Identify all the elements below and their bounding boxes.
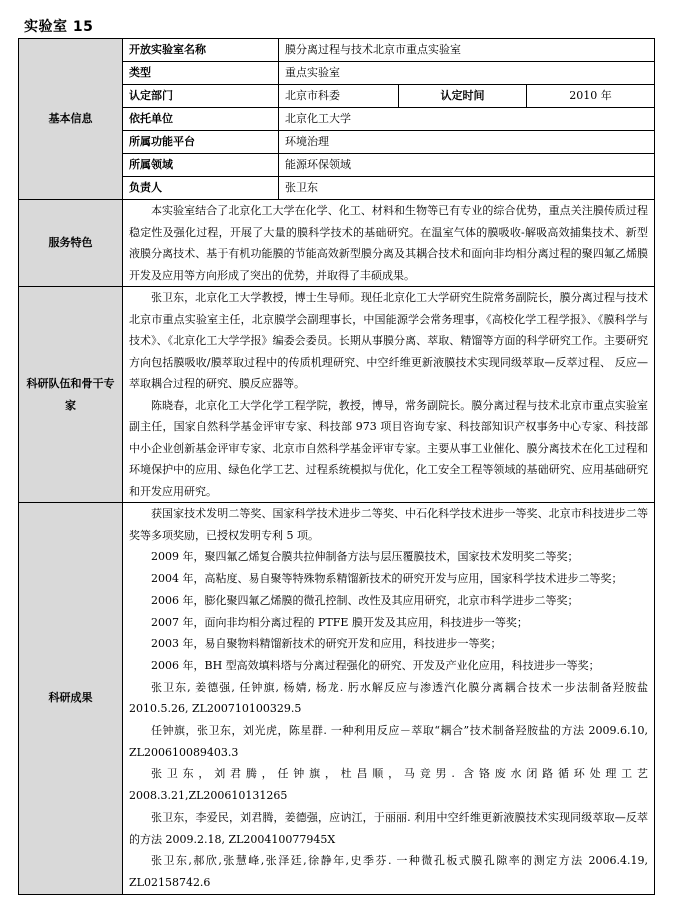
service-section-label: 服务特色: [19, 200, 123, 287]
achievements-section-label: 科研成果: [19, 503, 123, 895]
time-label: 认定时间: [399, 85, 527, 108]
lab-info-table: [18, 38, 655, 895]
field-value: 能源环保领域: [279, 154, 655, 177]
achievement-item: 2007 年，面向非均相分离过程的 PTFE 膜开发及其应用，科技进步一等奖；: [151, 615, 528, 629]
achievement-item: 张卫东,郝欣,张慧峰,张泽廷,徐静年,史季芬. 一种微孔板式膜孔隙率的测定方法 2006.4.19, ZL02158742.6: [129, 854, 648, 889]
head-value: 张卫东: [279, 177, 655, 200]
achievement-item: 任钟旗，张卫东，刘光虎，陈星群. 一种利用反应－萃取“耦合”技术制备羟胺盐的方法 2009.6.10, ZL200610089403.3: [129, 724, 648, 759]
achievement-item: 2009 年，聚四氟乙烯复合膜共拉伸制备方法与层压覆膜技术，国家技术发明奖二等奖；: [151, 550, 579, 564]
lab-name-label: 开放实验室名称: [123, 39, 279, 62]
type-label: 类型: [123, 62, 279, 85]
achievement-item: 2004 年，高粘度、易自聚等特殊物系精馏新技术的研究开发与应用，国家科学技术进步二等奖；: [151, 572, 623, 586]
team-paragraph: 陈晓春，北京化工大学化学工程学院，教授，博导，常务副院长。膜分离过程与技术北京市重点实验室副主任，国家自然科学基金评审专家、科技部 973 项目咨询专家、科技部知识产权事务中心专家、科技部中小企业创新基金评审专家、北京市自然科学基金评审专家。主要从事工业催化、膜分离技术在化工过程和环境保护中的应用、绿色化学工艺、过程系统模拟与优化，化工安全工程等领域的基础研究、应用基础研究和开发应用研究。: [129, 398, 648, 498]
achievement-item: 张卫东, 姜德强, 任钟旗, 杨婧, 杨龙. 肟水解反应与渗透汽化膜分离耦合技术一步法制备羟胺盐 2010.5.26, ZL200710100329.5: [129, 680, 648, 716]
field-label: 所属领域: [123, 154, 279, 177]
lab-name-value: 膜分离过程与技术北京市重点实验室: [279, 39, 655, 62]
achievement-item: 2003 年，易自聚物料精馏新技术的研究开发和应用，科技进步一等奖；: [151, 637, 502, 651]
page-title: 实验室 15: [24, 19, 94, 35]
basic-info-section-label: 基本信息: [19, 39, 123, 200]
platform-value: 环境治理: [279, 131, 655, 154]
dept-value: 北京市科委: [279, 85, 399, 108]
service-cell: [123, 200, 655, 287]
service-text: 本实验室结合了北京化工大学在化学、化工、材料和生物等已有专业的综合优势，重点关注膜传质过程稳定性及强化过程，开展了大量的膜科学技术的基础研究。在温室气体的膜吸收-解吸高效捕集技术、新型液膜分离技术、基于有机功能膜的节能高效新型膜分离及其耦合技术和面向非均相分离过程的聚四氟乙烯膜开发及应用等方向形成了突出的优势，并取得了丰硕成果。: [129, 204, 648, 282]
type-value: 重点实验室: [279, 62, 655, 85]
head-label: 负责人: [123, 177, 279, 200]
achievement-item: 2006 年，BH 型高效填料塔与分离过程强化的研究、开发及产业化应用，科技进步一等奖；: [151, 658, 600, 672]
achievement-item: 张卫东，李爱民，刘君腾，姜德强，应讷江，于丽丽. 利用中空纤维更新液膜技术实现同级萃取—反萃的方法 2009.2.18, ZL200410077945X: [129, 810, 648, 846]
achievement-item: 张卫东，刘君腾，任钟旗，杜昌顺，马竞男. 含铬废水闭路循环处理工艺 2008.3.21,ZL200610131265: [129, 767, 648, 803]
achievements-cell: [123, 503, 655, 895]
achievement-item: 2006 年，膨化聚四氟乙烯膜的微孔控制、改性及其应用研究，北京市科学进步二等奖；: [151, 593, 579, 607]
dept-label: 认定部门: [123, 85, 279, 108]
unit-label: 依托单位: [123, 108, 279, 131]
team-section-label: 科研队伍和骨干专家: [19, 287, 123, 503]
team-cell: [123, 287, 655, 503]
achievement-item: 获国家技术发明二等奖、国家科学技术进步二等奖、中石化科学技术进步一等奖、北京市科技进步二等奖等多项奖励，已授权发明专利 5 项。: [129, 507, 648, 542]
platform-label: 所属功能平台: [123, 131, 279, 154]
time-value: 2010 年: [527, 85, 655, 108]
team-paragraph: 张卫东，北京化工大学教授，博士生导师。现任北京化工大学研究生院常务副院长，膜分离过程与技术北京市重点实验室主任，北京膜学会副理事长，中国能源学会常务理事，《高校化学工程学报》、《膜科学与技术》、《北京化工大学学报》编委会委员。长期从事膜分离、萃取、精馏等方面的科学研究工作。主要研究方向包括膜吸收/膜萃取过程中的传质机理研究、中空纤维更新液膜技术实现同级萃取—反萃过程、 反应—萃取耦合过程的研究、膜反应器等。: [129, 291, 648, 390]
unit-value: 北京化工大学: [279, 108, 655, 131]
